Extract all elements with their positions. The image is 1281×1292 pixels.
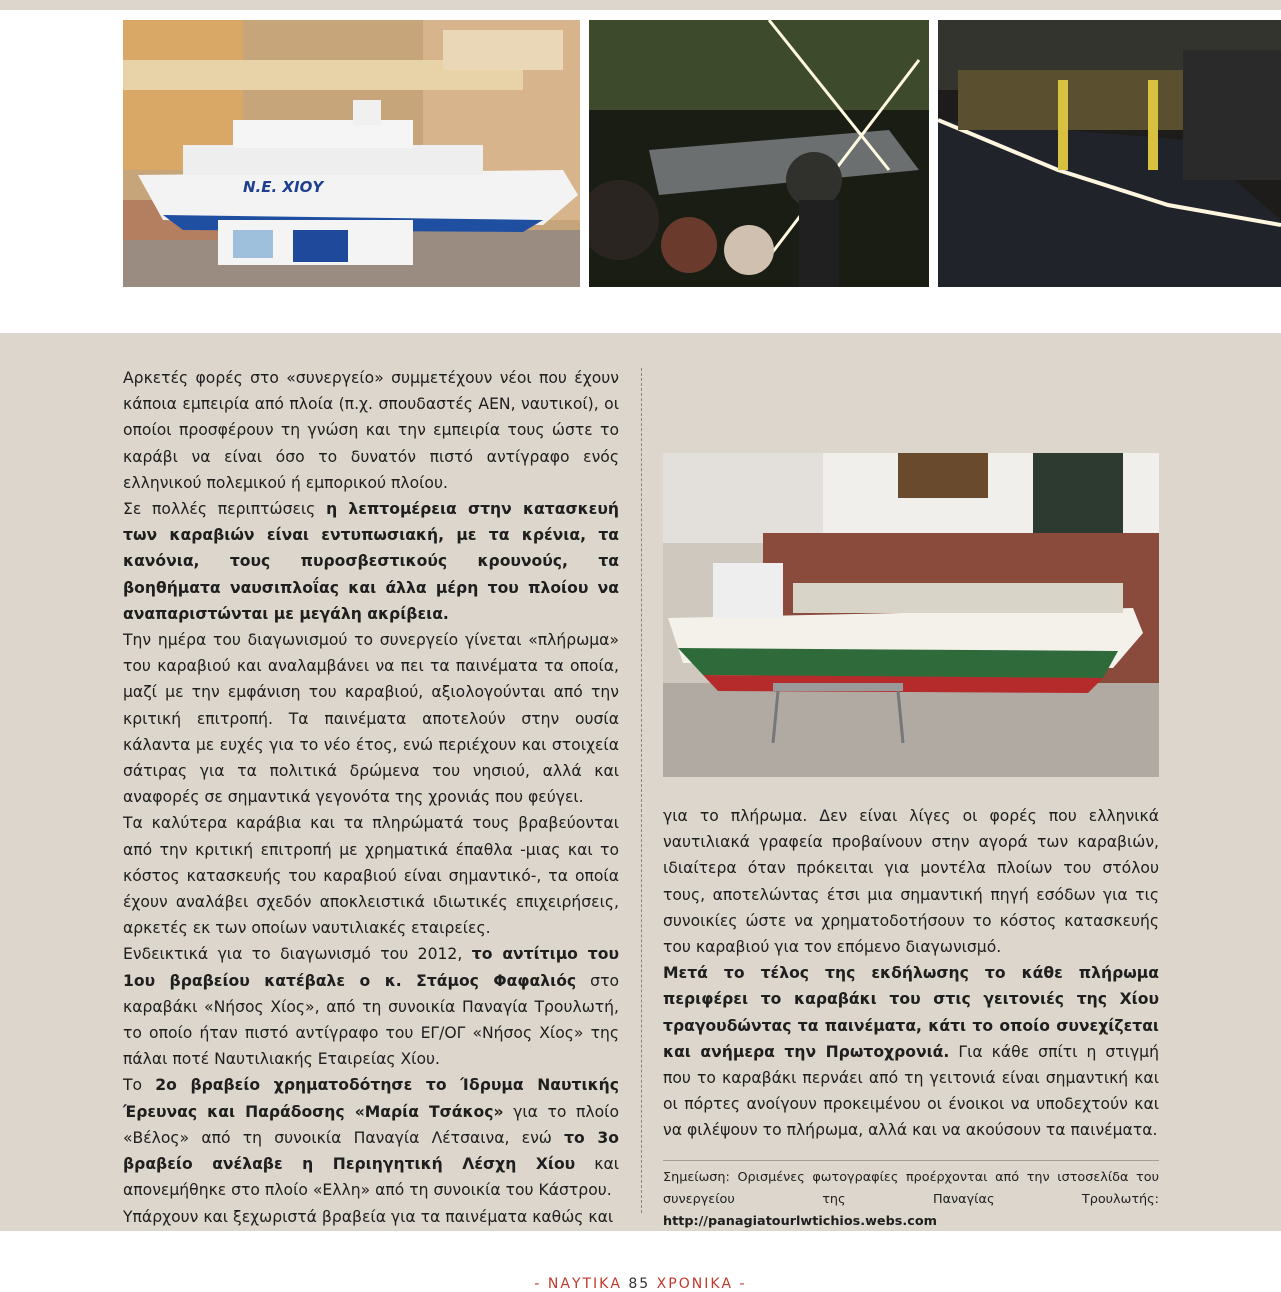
right-column xyxy=(663,803,1159,1144)
hull-name: Ν.Ε. ΧΙΟΥ xyxy=(243,178,324,196)
paragraph xyxy=(123,1204,619,1230)
paragraph-text: Σε πολλές περιπτώσεις xyxy=(123,500,327,519)
footer-magazine-left: - ΝΑΥΤΙΚΑ xyxy=(534,1276,622,1292)
ship-lights-illustration xyxy=(938,20,1281,287)
paragraph-bold: η λεπτομέρεια στην κατασκευή των καραβιών είναι εντυπωσιακή, με τα κρένια, τα κανόνια, τους πυροσβεστικούς κρουνούς, τα βοηθήματα ναυσιπλοΐας και άλλα μέρη του πλοίου να αναπαριστώνται με μεγάλη ακρίβεια. xyxy=(123,500,619,623)
top-strip xyxy=(0,0,1281,10)
paragraph-text: Την ημέρα του διαγωνισμού το συνεργείο γίνεται «πλήρωμα» του καραβιού και αναλαμβάνει να πει τα παινέματα τα οποία, μαζί με την εμφάνιση του καραβιού, αξιολογούνται από την κριτική επιτροπή. Τα παινέματα αποτελούν στην ουσία κάλαντα με ευχές για το νέο έτος, ενώ περιέχουν και στοιχεία σάτιρας για τα πολιτικά δρώμενα του νησιού, αλλά και αναφορές σε σημαντικά γεγονότα της χρονιάς που φεύγει. xyxy=(123,631,619,807)
paragraph-text: Αρκετές φορές στο «συνεργείο» συμμετέχουν νέοι που έχουν κάποια εμπειρία από πλοία (π.χ. σπουδαστές ΑΕΝ, ναυτικοί), οι οποίοι προσφέρουν τη γνώση και την εμπειρία τους ώστε το καράβι να είναι όσο το δυνατόν πιστό αντίγραφο ενός ελληνικού πολεμικού ή εμπορικού πλοίου. xyxy=(123,369,619,492)
photo-cargo-ship-model xyxy=(663,453,1159,777)
note-text: Σημείωση: Ορισμένες φωτογραφίες προέρχονται από την ιστοσελίδα του συνεργείου της Παναγίας Τρουλωτής: xyxy=(663,1170,1159,1207)
paragraph-text: Ενδεικτικά για το διαγωνισμό του 2012, xyxy=(123,945,472,964)
paragraph xyxy=(123,810,619,941)
paragraph xyxy=(123,627,619,810)
paragraph-text: στο καραβάκι «Νήσος Χίος», από τη συνοικία Παναγία Τρουλωτή, το οποίο ήταν πιστό αντίγραφο του ΕΓ/ΟΓ «Νήσος Χίος» της πάλαι ποτέ Ναυτιλιακής Εταιρείας Χίου. xyxy=(123,971,619,1069)
cargo-ship-model-illustration xyxy=(663,453,1159,777)
warship-night-illustration xyxy=(589,20,929,287)
paragraph xyxy=(663,803,1159,960)
paragraph-bold: το αντίτιμο του 1ου βραβείου κατέβαλε ο κ. Στάμος Φαφαλιός xyxy=(123,945,619,990)
page-number: 85 xyxy=(628,1276,651,1292)
paragraph xyxy=(663,960,1159,1143)
photo-credit-note xyxy=(663,1160,1159,1233)
paragraph-bold: 2ο βραβείο χρηματοδότησε το Ίδρυμα Ναυτικής Έρευνας και Παράδοσης «Μαρία Τσάκος» xyxy=(123,1076,619,1121)
paragraph-bold: Μετά το τέλος της εκδήλωσης το κάθε πλήρωμα περιφέρει το καραβάκι του στις γειτονιές της Χίου τραγουδώντας τα παινέματα, κάτι το οποίο συνεχίζεται και ανήμερα την Πρωτοχρονιά. xyxy=(663,964,1159,1061)
paragraph-text: Τα καλύτερα καράβια και τα πληρώματά τους βραβεύονται από την κριτική επιτροπή με χρηματικά έπαθλα -μιας και το κόστος κατασκευής του καραβιού είναι σημαντικό-, τα οποία έχουν αναλάβει σχεδόν αποκλειστικά ιδιωτικές επιχειρήσεις, αρκετές εκ των οποίων ναυτιλιακές εταιρείες. xyxy=(123,814,619,938)
paragraph-text: Το xyxy=(123,1076,156,1095)
paragraph-text: για το πλοίο «Βέλος» από τη συνοικία Παναγία Λέτσαινα, ενώ xyxy=(123,1102,619,1147)
paragraph-text: για το πλήρωμα. Δεν είναι λίγες οι φορές που ελληνικά ναυτιλιακά γραφεία προβαίνουν στην αγορά των καραβιών, ιδιαίτερα όταν πρόκειται για μοντέλα πλοίων του στόλου τους, αποτελώντας έτσι μια σημαντική πηγή εσόδων για τις συνοικίες ώστε να χρηματοδοτήσουν το κόστος κατασκευής του καραβιού για τον επόμενο διαγωνισμό. xyxy=(663,807,1159,957)
photo-ship-lights xyxy=(938,20,1281,287)
footer-magazine-right: ΧΡΟΝΙΚΑ - xyxy=(656,1276,747,1292)
paragraph-text: Υπάρχουν και ξεχωριστά βραβεία για τα παινέματα καθώς και xyxy=(123,1207,614,1226)
photo-ferry-model xyxy=(123,20,580,287)
ferry-model-illustration xyxy=(123,20,580,287)
paragraph-text: Για κάθε σπίτι η στιγμή που το καραβάκι περνάει από τη γειτονιά είναι σημαντική και οι πόρτες ανοίγουν προκειμένου οι ένοικοι να υποδεχτούν και να φιλέψουν το πλήρωμα, αλλά και να ακούσουν τα παινέματα. xyxy=(663,1042,1159,1140)
column-divider xyxy=(641,368,642,1213)
photo-warship-night xyxy=(589,20,929,287)
paragraph-bold: το 3ο βραβείο ανέλαβε η Περιηγητική Λέσχη Χίου xyxy=(123,1128,619,1174)
paragraph-text: και απονεμήθηκε στο πλοίο «Ελλη» από τη συνοικία του Κάστρου. xyxy=(123,1155,620,1200)
left-column xyxy=(123,365,619,1230)
page-footer xyxy=(0,1276,1281,1292)
paragraph xyxy=(123,365,619,496)
paragraph xyxy=(123,496,619,627)
paragraph xyxy=(123,1072,619,1203)
source-link[interactable]: http://panagiatourlwtichios.webs.com xyxy=(663,1214,937,1229)
paragraph xyxy=(123,941,619,1072)
